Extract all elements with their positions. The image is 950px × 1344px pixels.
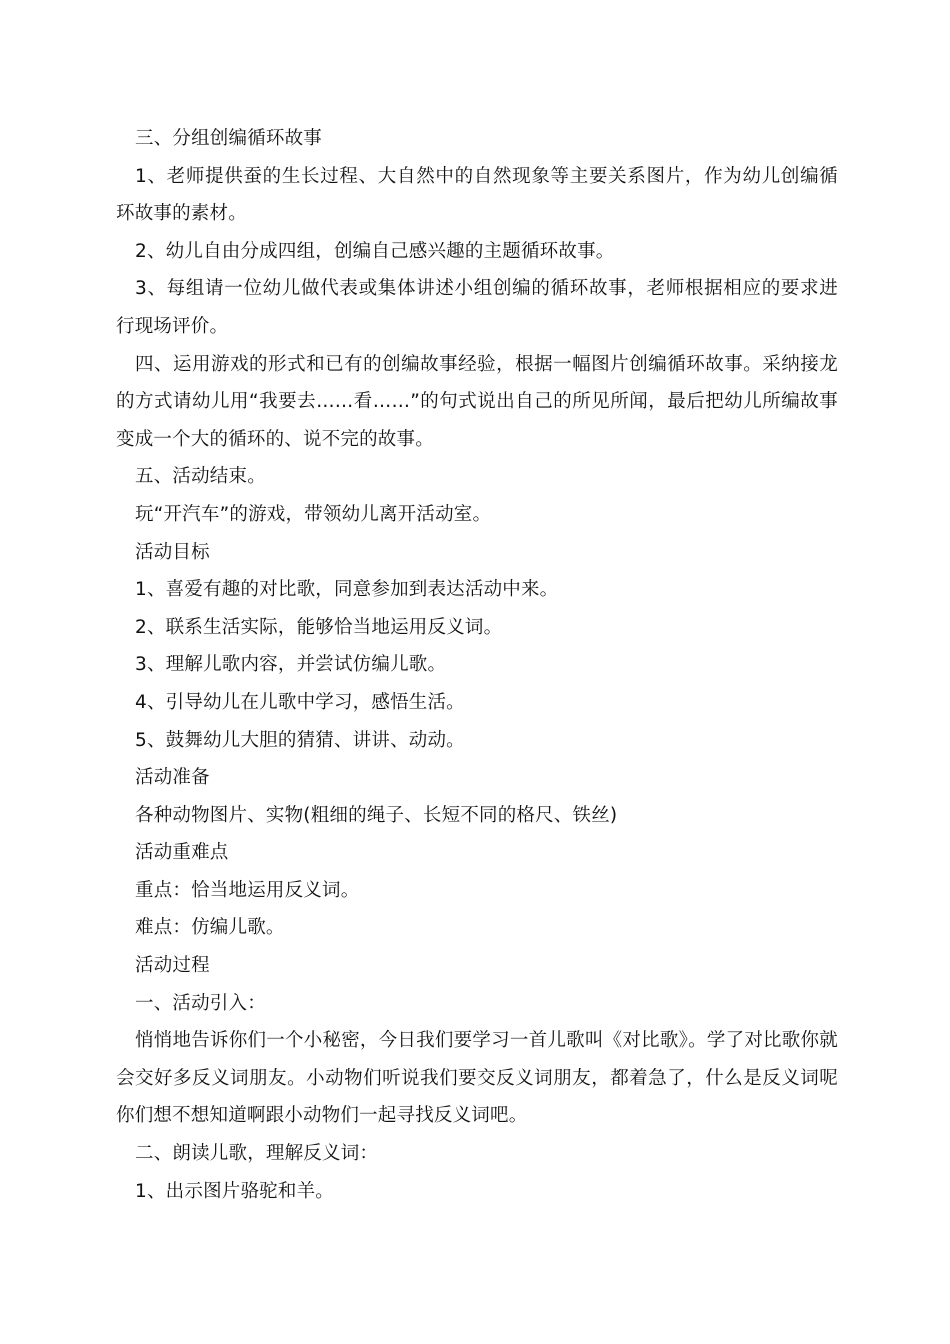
document-body [116,120,838,1210]
paragraph: 重点：恰当地运用反义词。 [135,879,360,901]
list-item: 5、鼓舞幼儿大胆的猜猜、讲讲、动动。 [135,729,465,751]
list-item: 4、引导幼儿在儿歌中学习，感悟生活。 [135,691,465,713]
paragraph: 3、每组请一位幼儿做代表或集体讲述小组创编的循环故事，老师根据相应的要求进行现场评价。 [116,278,838,337]
heading-key-points: 活动重难点 [135,842,229,864]
heading-activity-process: 活动过程 [135,955,210,977]
list-item: 1、喜爱有趣的对比歌，同意参加到表达活动中来。 [135,579,559,601]
paragraph: 难点：仿编儿歌。 [135,917,285,939]
section-heading-2: 二、朗读儿歌，理解反义词： [135,1143,379,1165]
heading-activity-preparation: 活动准备 [135,767,210,789]
section-heading-1: 一、活动引入： [135,992,266,1014]
section-paragraph-4: 四、运用游戏的形式和已有的创编故事经验，根据一幅图片创编循环故事。采纳接龙的方式请幼儿用“我要去……看……”的句式说出自己的所见所闻，最后把幼儿所编故事变成一个大的循环的、说不完的故事。 [116,353,838,450]
section-heading-3: 三、分组创编循环故事 [135,128,323,149]
list-item: 2、联系生活实际，能够恰当地运用反义词。 [135,616,503,638]
section-heading-5: 五、活动结束。 [135,466,266,488]
heading-activity-goals: 活动目标 [135,541,210,563]
paragraph: 悄悄地告诉你们一个小秘密，今日我们要学习一首儿歌叫《对比歌》。学了对比歌你就会交好多反义词朋友。小动物们听说我们要交反义词朋友，都着急了，什么是反义词呢你们想不想知道啊跟小动物们一起寻找反义词吧。 [116,1030,838,1127]
paragraph: 1、老师提供蚕的生长过程、大自然中的自然现象等主要关系图片，作为幼儿创编循环故事的素材。 [116,165,838,225]
paragraph: 玩“开汽车”的游戏，带领幼儿离开活动室。 [135,503,492,525]
list-item: 3、理解儿歌内容，并尝试仿编儿歌。 [135,654,447,676]
paragraph: 各种动物图片、实物(粗细的绳子、长短不同的格尺、铁丝) [135,804,618,826]
paragraph: 2、幼儿自由分成四组，创编自己感兴趣的主题循环故事。 [135,240,615,262]
list-item: 1、出示图片骆驼和羊。 [135,1180,334,1202]
